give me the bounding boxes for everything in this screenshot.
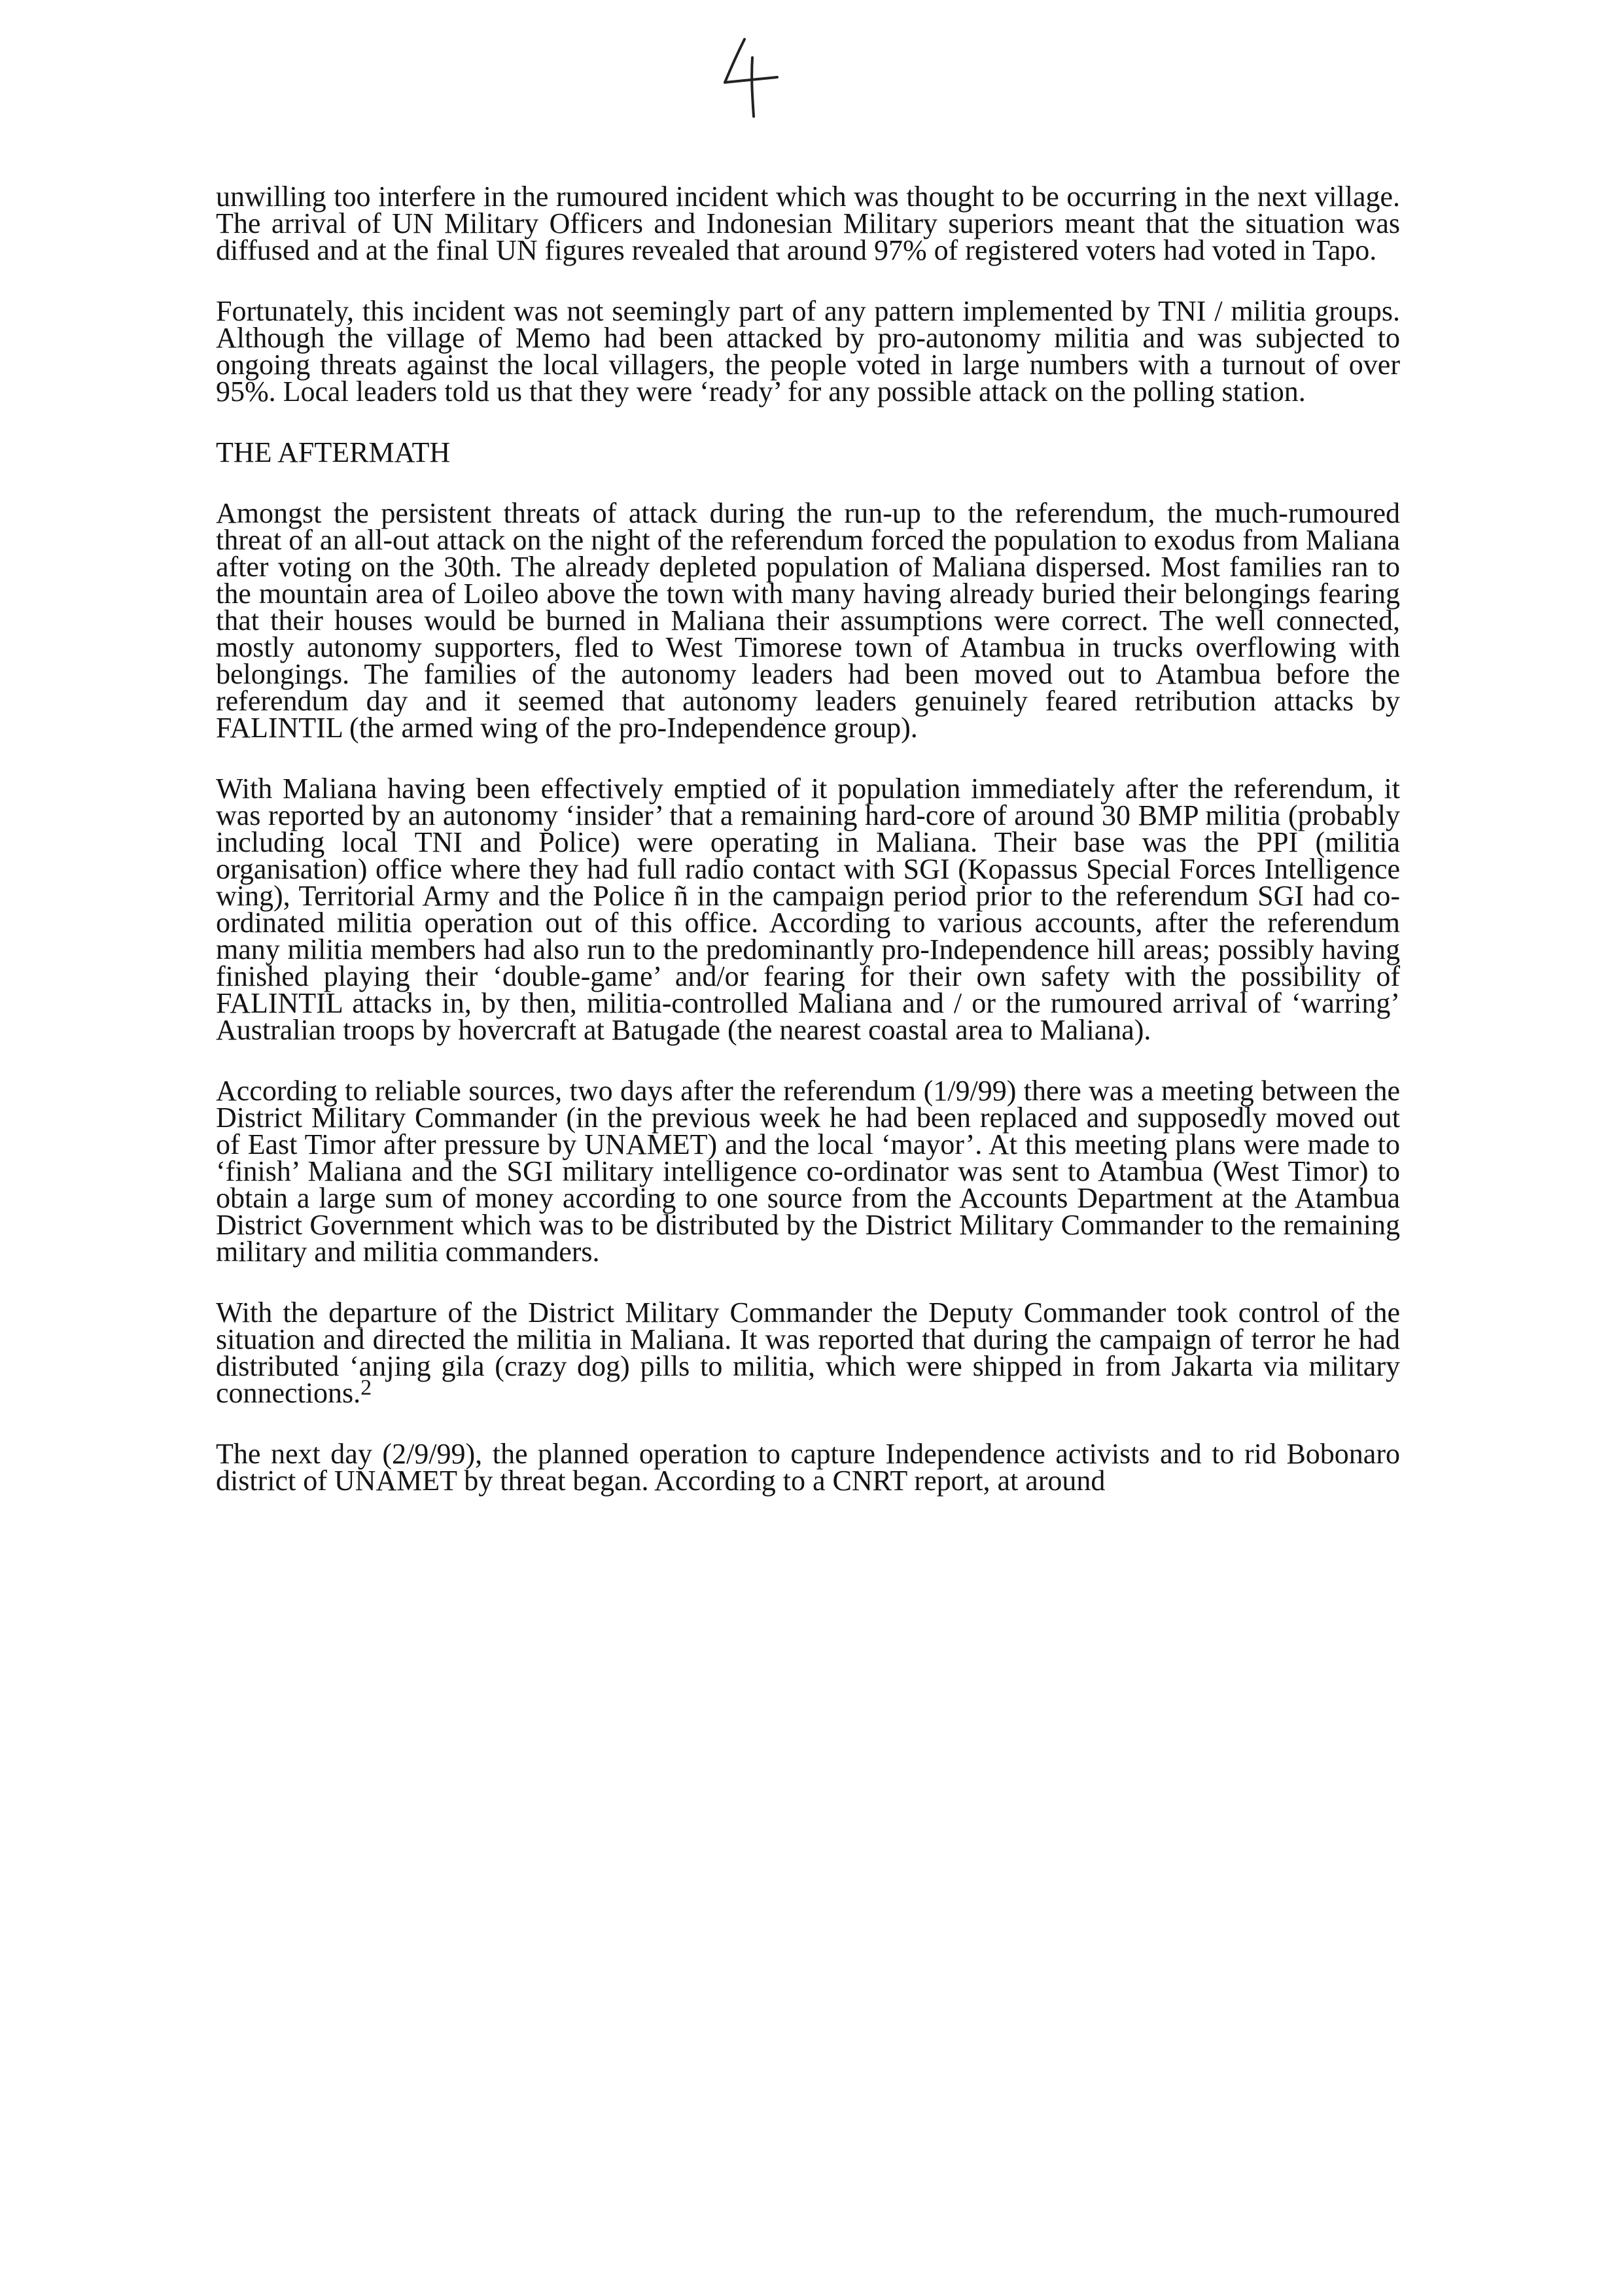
footnote-marker: 2 — [360, 1376, 372, 1400]
document-body — [216, 183, 1400, 1528]
section-heading-aftermath: THE AFTERMATH — [216, 436, 451, 468]
handwritten-four-glyph — [707, 20, 785, 124]
paragraph-meeting: According to reliable sources, two days after the referendum (1/9/99) there was a meeting between the District Military Commander (in the previous week he had been replaced and supposedly moved out of East Timor after pressure by UNAMET) and the local ‘mayor’. At this meeting plans were made to ‘finish’ Maliana and the SGI military intelligence co-ordinator was sent to Atambua (West Timor) to obtain a large sum of money according to one source from the Accounts Department at the Atambua District Government which was to be distributed by the District Military Commander to the remaining military and militia commanders. — [216, 1075, 1400, 1268]
paragraph-memo-village: Fortunately, this incident was not seemingly part of any pattern implemented by TNI / militia groups. Although the village of Memo had been attacked by pro-autonomy militia and was subjected to ongoing threats against the local villagers, the people voted in large numbers with a turnout of over 95%. Local leaders told us that they were ‘ready’ for any possible attack on the polling station. — [216, 295, 1400, 408]
deputy-commander-text: With the departure of the District Military Commander the Deputy Commander took control of the situation and directed the militia in Maliana. It was reported that during the campaign of terror he had distributed ‘anjing gila (crazy dog) pills to militia, which were shipped in from Jakarta via military connections. — [216, 1296, 1400, 1409]
handwritten-page-number — [707, 20, 785, 124]
paragraph-exodus: Amongst the persistent threats of attack during the run-up to the referendum, the much-rumoured threat of an all-out attack on the night of the referendum forced the population to exodus from Maliana after voting on the 30th. The already depleted population of Maliana dispersed. Most families ran to the mountain area of Loileo above the town with many having already buried their belongings fearing that their houses would be burned in Maliana their assumptions were correct. The well connected, mostly autonomy supporters, fled to West Timorese town of Atambua in trucks overflowing with belongings. The families of the autonomy leaders had been moved out to Atambua before the referendum day and it seemed that autonomy leaders genuinely feared retribution attacks by FALINTIL (the armed wing of the pro-Independence group). — [216, 497, 1400, 744]
paragraph-deputy-commander — [216, 1296, 1400, 1409]
paragraph-militia-base: With Maliana having been effectively emptied of it population immediately after the referendum, it was reported by an autonomy ‘insider’ that a remaining hard-core of around 30 BMP militia (probably including local TNI and Police) were operating in Maliana. Their base was the PPI (militia organisation) office where they had full radio contact with SGI (Kopassus Special Forces Intelligence wing), Territorial Army and the Police ñ in the campaign period prior to the referendum SGI had co-ordinated militia operation out of this office. According to various accounts, after the referendum many militia members had also run to the predominantly pro-Independence hill areas; possibly having finished playing their ‘double-game’ and/or fearing for their own safety with the possibility of FALINTIL attacks in, by then, militia-controlled Maliana and / or the rumoured arrival of ‘warring’ Australian troops by hovercraft at Batugade (the nearest coastal area to Maliana). — [216, 773, 1400, 1046]
paragraph-tapo-incident: unwilling too interfere in the rumoured incident which was thought to be occurring in the next village. The arrival of UN Military Officers and Indonesian Military superiors meant that the situation was diffused and at the final UN figures revealed that around 97% of registered voters had voted in Tapo. — [216, 181, 1400, 266]
paragraph-next-day: The next day (2/9/99), the planned operation to capture Independence activists and to rid Bobonaro district of UNAMET by threat began. According to a CNRT report, at around — [216, 1438, 1400, 1497]
